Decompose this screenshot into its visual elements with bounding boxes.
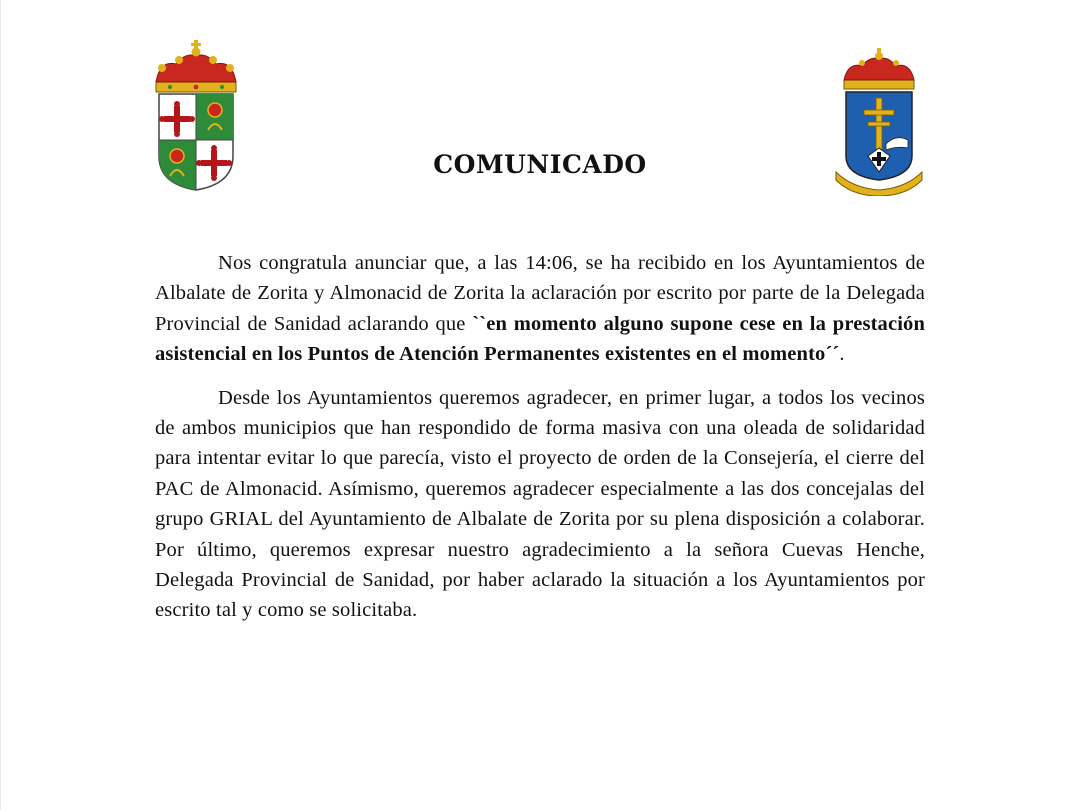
quoted-statement: ``en momento alguno supone cese en la prestación asistencial en los Puntos de Atención Permanentes existentes en el momento´´ xyxy=(155,312,926,366)
paragraph-gratitude: Desde los Ayuntamientos queremos agradecer, en primer lugar, a todos los vecinos de ambos municipios que han respondido de forma masiva con una oleada de solidaridad para intentar evitar lo que parecía, visto el proyecto de orden de la Consejería, el cierre del PAC de Almonacid. Asímismo, queremos agradecer especialmente a las dos concejalas del grupo GRIAL del Ayuntamiento de Albalate de Zorita por su plena disposición a colaborar. Por último, queremos expresar nuestro agradecimiento a la señora Cuevas Henche, Delegada Provincial de Sanidad, por haber aclarado la situación a los Ayuntamientos por escrito tal y como se solicitaba. xyxy=(155,386,925,622)
paragraph-intro-text: Nos congratula anunciar que, a las 14:06, se ha recibido en los Ayuntamientos de Albalate de Zorita y Almonacid de Zorita la aclaración por escrito por parte de la Delegada Provincial de Sanidad aclarando que xyxy=(155,252,925,335)
page-title: COMUNICADO xyxy=(433,150,647,179)
paragraph-announcement xyxy=(155,248,925,370)
paragraph-end: . xyxy=(839,343,845,366)
crown-icon xyxy=(844,48,914,89)
document-body xyxy=(155,248,925,639)
crown-icon xyxy=(156,40,236,92)
